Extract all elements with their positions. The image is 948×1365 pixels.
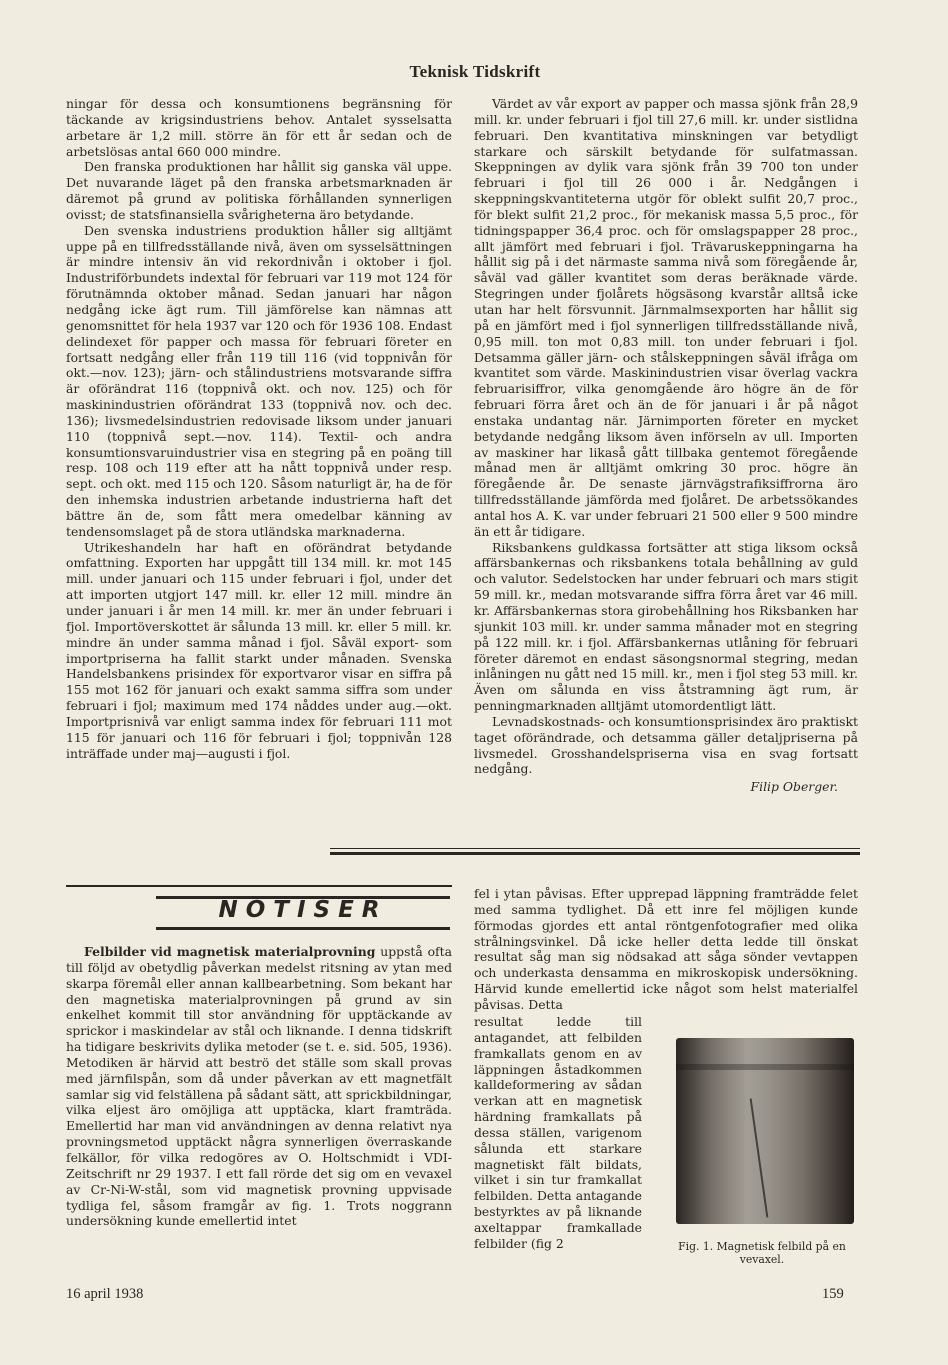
notiser-column-left — [66, 944, 452, 1229]
paragraph: Riksbankens guldkassa fortsätter att stiga liksom också affärsbankernas och riksbankens totala behållning av guld och valutor. Sedelstocken har under februari och mars stigit 59 mill. kr., medan motsvarande siffra förra året var 46 mill. kr. Affärsbankernas stora girobehållning hos Riksbanken har sjunkit 103 mill. kr. under samma månader mot en stegring på 122 mill. kr. i fjol. Affärsbankernas utlåning för februari företer däremot en endast säsongsnormal stegring, medan inlåningen nu gått ned 15 mill. kr., men i fjol steg 53 mill. kr. Även om sålunda en viss åtstramning ägt rum, är penningmarknaden alltjämt utomordentligt lätt. — [474, 539, 858, 714]
photo-band — [676, 1064, 854, 1070]
photo-crack-line — [750, 1098, 769, 1217]
masthead: Teknisk Tidskrift — [409, 62, 541, 81]
notis-continuation: fel i ytan påvisas. Efter upprepad läppning framträdde felet med samma tydlighet. Då ett inre fel möjligen kunde förmodas gjordes ett antal röntgenfotografier med olika strålningsvinkel. Då icke heller detta ledde till önskat resultat såg man sig nödsakad att såga sönder vevtappen och underkasta densamma en mikroskopisk undersökning. Härvid kunde emellertid icke något som helst materialfel påvisas. Detta — [474, 886, 858, 1012]
paragraph: ningar för dessa och konsumtionens begränsning för täckande av krigsindustriens behov. Antalet sysselsatta arbetare är 1,2 mill. större än för ett år sedan och de arbetslösas antal 660 000 mindre. — [66, 96, 452, 159]
notiser-top-rule — [66, 885, 452, 887]
section-divider — [330, 848, 860, 849]
notiser-column-right — [474, 886, 858, 1013]
notis-paragraph — [66, 944, 452, 1229]
crankshaft-photo — [676, 1038, 854, 1224]
column-right — [474, 96, 858, 795]
paragraph: Värdet av vår export av papper och massa sjönk från 28,9 mill. kr. under februari i fjol till 27,6 mill. kr. under sistlidna februari. Den kvantitativa minskningen var betydligt starkare och särskilt betydande för sulfatmassan. Skeppningen av dylik vara sjönk från 39 700 ton under februari i fjol till 26 000 i år. Nedgången i skeppningskvantiteterna utgör för oblekt sulfit 20,7 proc., för blekt sulfit 21,2 proc., för mekanisk massa 5,5 proc., för tidningspapper 36,4 proc. och för omslagspapper 28 proc., allt jämfört med februari i fjol. Trävaruskeppningarna ha hållit sig på i det närmaste samma nivå som föregående år, såväl vad gäller kvantitet som deras beräknade värde. Stegringen under fjolårets högsäsong kvarstår alltså icke utan har helt försvunnit. Järnmalmsexporten har hållit sig på en jämfört med i fjol synnerligen tillfredsställande nivå, 0,95 mill. ton mot 0,83 mill. ton under februari i fjol. Detsamma gäller järn- och stålskeppningen såväl ifråga om kvantitet som värde. Maskinindustrien visar överlag vackra februarisiffror, vilka genomgående äro högre än de för februari förra året och än de för januari i år på något enstaka undantag när. Järnimporten företer en mycket betydande nedgång liksom även införseln av ull. Importen av maskiner har likaså gått tillbaka gentemot föregående månad men är alltjämt omkring 30 proc. högre än föregående år. De senaste järnvägstrafiksiffrorna äro tillfredsställande jämförda med fjolåret. De arbetssökandes antal hos A. K. var under februari 21 500 eller 9 500 mindre än ett år tidigare. — [474, 96, 858, 539]
footer-date: 16 april 1938 — [66, 1286, 144, 1302]
notis-continuation-narrow: resultat ledde till antagandet, att felbilden framkallats genom en av läppningen åstadkommen kalldeformering av sådan verkan att en magnetisk härdning framkallats på dessa ställen, varigenom sålunda ett starkare magnetiskt fält bildats, vilket i sin tur framkallat felbilden. Detta antagande bestyrktes av på liknande axeltappar framkallade felbilder (fig 2 — [474, 1014, 642, 1251]
column-left — [66, 96, 452, 761]
paragraph: Utrikeshandeln har haft en oförändrat betydande omfattning. Exporten har uppgått till 134 mill. kr. mot 145 mill. under januari och 115 under februari i fjol, under det att importen utgjort 147 mill. kr. eller 12 mill. mindre än under januari i år men 14 mill. kr. mer än under februari i fjol. Importöverskottet är sålunda 13 mill. kr. eller 5 mill. kr. mindre än under samma månad i fjol. Såväl export- som importpriserna ha fallit starkt under månaden. Svenska Handelsbankens prisindex för exportvaror visar en siffra på 155 mot 162 för januari och exakt samma siffra som under februari i fjol; maximum med 174 nåddes under aug.—okt. Importprisnivå var enligt samma index för februari 111 mot 115 för januari och 116 för februari i fjol; toppnivån 128 inträffade under maj—augusti i fjol. — [66, 539, 452, 761]
paragraph: Levnadskostnads- och konsumtionsprisindex äro praktiskt taget oförändrade, och detsamma gäller detaljpriserna på livsmedel. Grosshandelspriserna visa en svag fortsatt nedgång. — [474, 713, 858, 777]
page-number: 159 — [822, 1286, 844, 1302]
paragraph: Den svenska industriens produktion håller sig alltjämt uppe på en tillfredsställande nivå, även om sysselsättningen är mindre intensiv än vid rekordnivån i oktober i fjol. Industriförbundets indextal för februari var 119 mot 124 för förutnämnda oktober månad. Sedan januari har någon nedgång icke ägt rum. Till jämförelse kan nämnas att genomsnittet för hela 1937 var 120 och för 1936 108. Endast delindexet för papper och massa för februari företer en fortsatt nedgång eller från 119 till 116 (vid toppnivån för okt.—nov. 123); järn- och stålindustriens motsvarande siffra är oförändrat 116 (toppnivå okt. och nov. 125) och för maskinindustrien oförändrat 133 (toppnivå nov. och dec. 136); livsmedelsindustrien redovisade liksom under januari 110 (toppnivå sept.—nov. 114). Textil- och andra konsumtionsvaruindustrier visa en stegring på en poäng till resp. 108 och 119 efter att ha nått toppnivå under resp. sept. och okt. med 115 och 120. Såsom naturligt är, ha de för den inhemska industrien arbetande industrierna haft det bättre än de, som fått mera omedelbar känning av tendensomslaget på de stora utländska marknaderna. — [66, 222, 452, 539]
notis-article-text: uppstå ofta till följd av obetydlig påverkan medelst ritsning av ytan med skarpa föremål eller annan kallbearbetning. Som bekant har den magnetiska materialprovningen på grund av sin enkelhet kommit till stor användning för upptäckande av sprickor i maskindelar av stål och liknande. I denna tidskrift ha tidigare beskrivits dylika metoder (se t. e. sid. 505, 1936). Metodiken är härvid att beströ det ställe som skall provas med järnfilspån, som då under påverkan av ett magnetfält samlar sig vid felställena på sådant sätt, att sprickbildningar, vilka eljest äro omöjliga att upptäcka, klart framträda. Emellertid har man vid användningen av denna relativt nya provningsmetod upptäckt några synnerligen överraskande felkällor, för vilka redogöres av O. Holtschmidt i VDI-Zeitschrift nr 29 1937. I ett fall rörde det sig om en vevaxel av Cr-Ni-W-stål, som vid magnetisk provning uppvisade tydliga fel, såsom framgår av fig. 1. Trots noggrann undersökning kunde emellertid intet — [66, 944, 453, 1229]
paragraph: Den franska produktionen har hållit sig ganska väl uppe. Det nuvarande läget på den franska arbetsmarknaden är däremot på grund av politiska förhållanden synnerligen ovisst; de statsfinansiella svårigheterna äro betydande. — [66, 159, 452, 222]
notis-article-title: Felbilder vid magnetisk materialprovning — [84, 944, 376, 959]
author-signature: Filip Oberger. — [750, 779, 838, 795]
section-divider — [330, 852, 860, 855]
notiser-heading: NOTISER — [218, 897, 388, 923]
notiser-column-narrow — [474, 1014, 642, 1252]
figure-caption: Fig. 1. Magnetisk felbild på en vevaxel. — [678, 1240, 846, 1266]
